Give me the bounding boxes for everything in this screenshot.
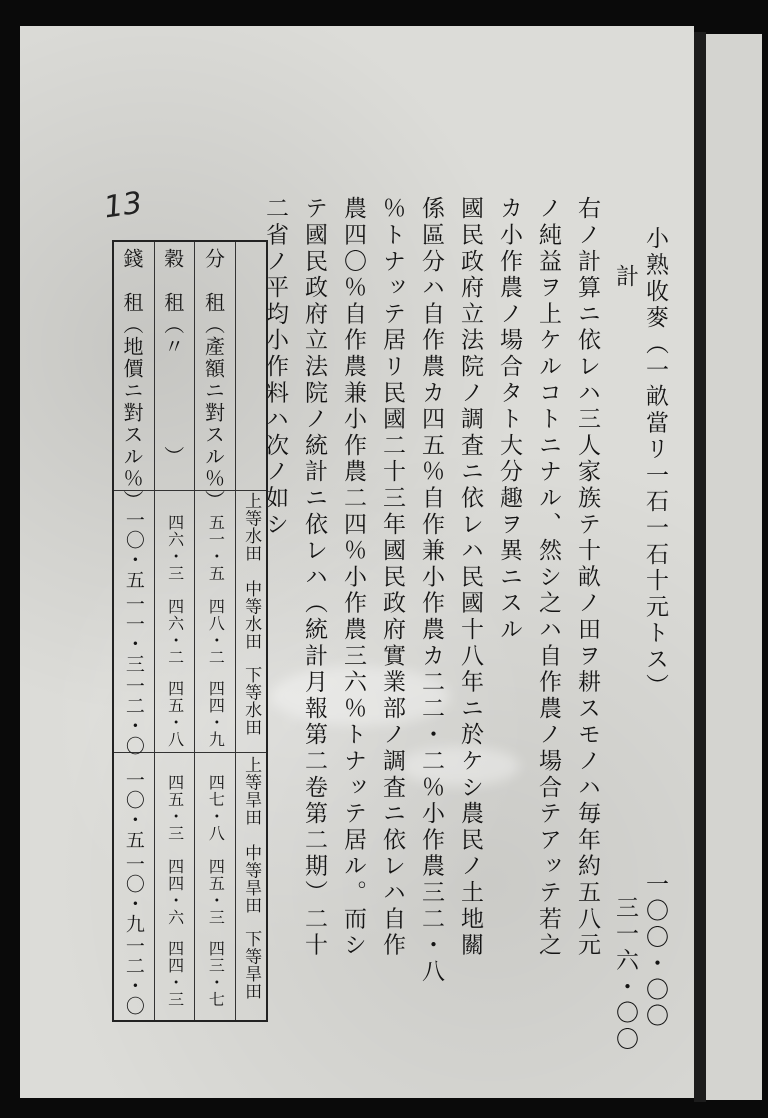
table-cell: 一一・三 (122, 594, 145, 674)
facing-page-edge (706, 34, 762, 1100)
body-line-11: 二省ノ平均小作料ハ次ノ如シ (262, 196, 288, 538)
row-label: 分 租（產額ニ對スル％） (201, 248, 226, 512)
table-cell: 四五・三 (206, 858, 226, 926)
table-cell: 四四・三 (165, 940, 185, 1008)
col-header: 上等水田 (241, 492, 262, 562)
body-line-6: 國民政府立法院ノ調査ニ依レハ民國十八年ニ於ケシ農民ノ土地關 (457, 196, 483, 959)
col-header: 下等水田 (241, 666, 262, 736)
col-header: 中等旱田 (241, 844, 262, 914)
table-cell: 四四・六 (165, 858, 185, 926)
table-cell: 四四・九 (206, 680, 226, 748)
body-line-3: 右ノ計算ニ依レハ三人家族テ十畝ノ田ヲ耕スモノハ毎年約五八元 (574, 196, 600, 959)
table-cell: 四五・八 (165, 680, 185, 748)
document-page (20, 26, 694, 1098)
table-row (194, 242, 235, 1020)
body-line-9: 農四〇％自作農兼小作農二四％小作農三六％トナッテ居ル。而シ (340, 196, 366, 959)
body-line-4: ノ純益ヲ上ケルコトニナル、然シ之ハ自作農ノ場合テアッテ若之 (535, 196, 561, 959)
table-cell: 一〇・五 (122, 770, 145, 850)
table-cell: 一〇・九 (122, 854, 145, 934)
table-row (154, 242, 195, 1020)
col-header: 中等水田 (241, 580, 262, 650)
table-cell: 一〇・五 (122, 510, 145, 590)
table-cell: 四三・七 (206, 940, 226, 1008)
body-line-5: カ小作農ノ場合タト大分趣ヲ異ニスル (496, 196, 522, 644)
table-cell: 四七・八 (206, 774, 226, 842)
body-line-8: ％トナッテ居リ民國二十三年國民政府實業部ノ調査ニ依レハ自作 (379, 196, 405, 959)
page-number: 13 (101, 185, 145, 226)
col-header: 上等旱田 (241, 756, 262, 826)
row-label: 穀 租（〃 ） (160, 248, 185, 468)
table-row (114, 242, 154, 1020)
body-line-7: 係區分ハ自作農カ四五％自作兼小作農カ二二・二％小作農三二・八 (418, 196, 444, 985)
table-cell: 五一・五 (206, 514, 226, 582)
rent-table (112, 240, 268, 1022)
body-line-10: テ國民政府立法院ノ統計ニ依レハ（統計月報第二卷第二期）二十 (301, 196, 327, 959)
body-line-2: 計 三一六・〇〇 (612, 264, 638, 1053)
row-label: 錢 租（地價ニ對スル％） (120, 248, 144, 512)
table-cell: 一二・〇 (122, 936, 145, 1016)
col-header: 下等旱田 (241, 930, 262, 1000)
body-line-1: 小熟收麥（一畝當リ一石一石十元トス） 一〇〇・〇〇 (642, 226, 668, 1030)
table-cell: 四八・二 (206, 598, 226, 666)
table-cell: 四五・三 (165, 774, 185, 842)
table-header-column (235, 242, 266, 1020)
book-spine-shadow (694, 32, 706, 1102)
table-cell: 一二・〇 (122, 676, 145, 756)
table-cell: 四六・三 (165, 514, 185, 582)
table-cell: 四六・二 (165, 598, 185, 666)
